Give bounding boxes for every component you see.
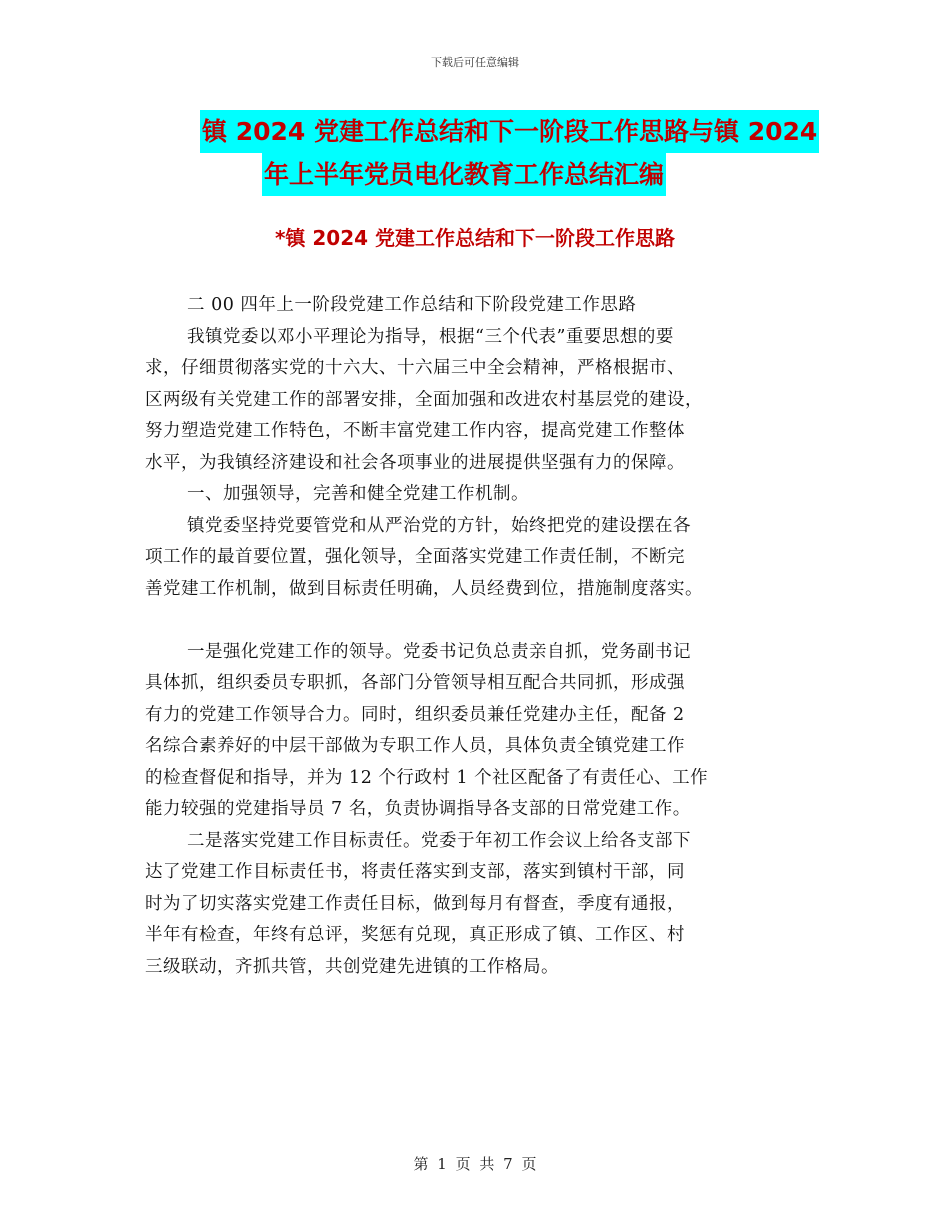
body-line: 能力较强的党建指导员 7 名，负责协调指导各支部的日常党建工作。 <box>145 799 691 819</box>
body-line: 努力塑造党建工作特色，不断丰富党建工作内容，提高党建工作整体 <box>145 421 685 441</box>
title-line-1-text: 镇 2024 党建工作总结和下一阶段工作思路与镇 2024 <box>200 110 819 153</box>
body-line: 区两级有关党建工作的部署安排，全面加强和改进农村基层党的建设， <box>145 389 703 410</box>
body-line: 二 00 四年上一阶段党建工作总结和下阶段党建工作思路 <box>187 295 637 315</box>
body-line: 善党建工作机制，做到目标责任明确，人员经费到位，措施制度落实。 <box>145 578 703 599</box>
body-line: 我镇党委以邓小平理论为指导，根据“三个代表”重要思想的要 <box>187 326 674 347</box>
body-line: 项工作的最首要位置，强化领导，全面落实党建工作责任制，不断完 <box>145 547 685 567</box>
body-line: 水平，为我镇经济建设和社会各项事业的进展提供坚强有力的保障。 <box>145 452 685 473</box>
body-line: 具体抓，组织委员专职抓，各部门分管领导相互配合共同抓，形成强 <box>145 673 685 693</box>
title-line-2 <box>200 153 820 196</box>
body-line: 二是落实党建工作目标责任。党委于年初工作会议上给各支部下 <box>187 830 691 851</box>
body-line <box>145 605 815 637</box>
page-footer: 第 1 页 共 7 页 <box>413 1155 537 1173</box>
document-title <box>200 110 820 196</box>
section-subtitle: *镇 2024 党建工作总结和下一阶段工作思路 <box>274 226 676 250</box>
page-header-note: 下载后可任意编辑 <box>431 56 519 69</box>
body-line: 达了党建工作目标责任书，将责任落实到支部，落实到镇村干部，同 <box>145 862 685 882</box>
body-line: 时为了切实落实党建工作责任目标，做到每月有督查，季度有通报， <box>145 893 685 914</box>
body-line: 的检查督促和指导，并为 12 个行政村 1 个社区配备了有责任心、工作 <box>145 767 709 788</box>
body-line: 名综合素养好的中层干部做为专职工作人员，具体负责全镇党建工作 <box>145 736 685 756</box>
body-line: 一、加强领导，完善和健全党建工作机制。 <box>187 484 529 504</box>
body-line: 半年有检查，年终有总评，奖惩有兑现，真正形成了镇、工作区、村 <box>145 925 685 945</box>
body-line: 三级联动，齐抓共管，共创党建先进镇的工作格局。 <box>145 956 559 977</box>
document-body <box>145 290 815 983</box>
body-line: 求，仔细贯彻落实党的十六大、十六届三中全会精神，严格根据市、 <box>145 358 685 378</box>
body-line: 镇党委坚持党要管党和从严治党的方针，始终把党的建设摆在各 <box>187 515 691 536</box>
title-line-1 <box>200 110 820 153</box>
title-line-2-text: 年上半年党员电化教育工作总结汇编 <box>262 153 666 196</box>
body-line: 有力的党建工作领导合力。同时，组织委员兼任党建办主任，配备 2 <box>145 704 685 725</box>
body-line: 一是强化党建工作的领导。党委书记负总责亲自抓，党务副书记 <box>187 641 691 662</box>
